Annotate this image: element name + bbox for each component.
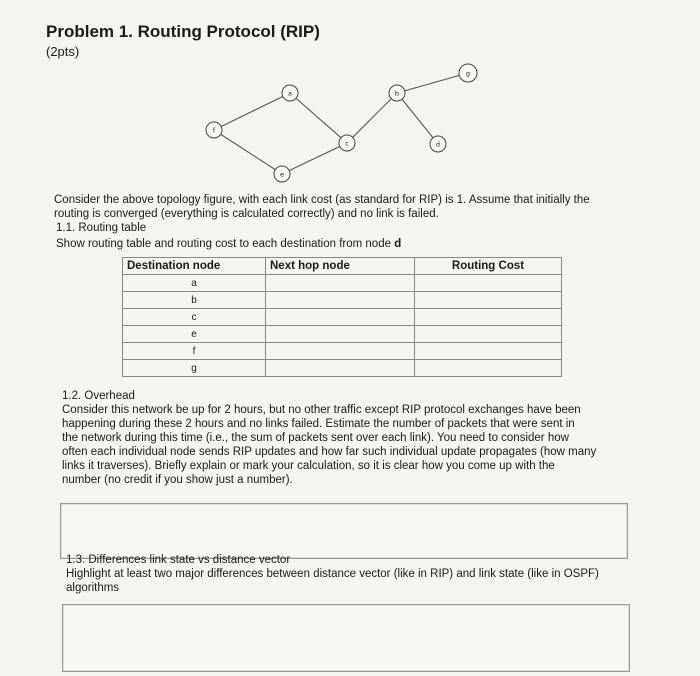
section-2-line: happening during these 2 hours and no links failed. Estimate the number of packets that were sent in	[62, 418, 575, 430]
section-1-prompt-node: d	[394, 238, 402, 250]
node-b-label: b	[394, 89, 400, 98]
section-1-prompt	[56, 238, 401, 250]
destination-cell: e	[123, 326, 266, 343]
destination-cell: g	[123, 360, 266, 377]
node-a	[282, 85, 298, 101]
col-destination-node: Destination node	[123, 258, 266, 275]
next-hop-input[interactable]	[266, 343, 415, 360]
link-b-g	[397, 73, 468, 93]
destination-cell: c	[123, 309, 266, 326]
table-row	[123, 292, 562, 309]
section-3-line: Highlight at least two major differences between distance vector (like in RIP) and link state (like in OSPF)	[66, 568, 599, 580]
table-row	[123, 326, 562, 343]
topology-links	[214, 73, 468, 174]
section-2-line: Consider this network be up for 2 hours, but no other traffic except RIP protocol exchanges have been	[62, 404, 581, 416]
overhead-answer-box[interactable]	[60, 503, 628, 559]
next-hop-input[interactable]	[266, 292, 415, 309]
node-e-label: e	[280, 170, 284, 179]
node-g	[459, 64, 477, 82]
col-next-hop-node: Next hop node	[266, 258, 415, 275]
routing-cost-input[interactable]	[415, 360, 562, 377]
table-row	[123, 309, 562, 326]
routing-table-header	[123, 258, 562, 275]
node-e	[274, 166, 290, 182]
next-hop-input[interactable]	[266, 360, 415, 377]
destination-cell: f	[123, 343, 266, 360]
node-g-label: g	[465, 69, 471, 78]
routing-cost-input[interactable]	[415, 292, 562, 309]
node-a-label: a	[288, 89, 292, 98]
routing-cost-input[interactable]	[415, 343, 562, 360]
intro-line-1: Consider the above topology figure, with each link cost (as standard for RIP) is 1. Assume that initially the	[54, 194, 590, 206]
table-row	[123, 275, 562, 292]
section-2-line: often each individual node sends RIP updates and how far such individual update propagates (how many	[62, 446, 597, 458]
node-f-label: f	[212, 126, 216, 135]
intro-line-2: routing is converged (everything is calculated correctly) and no link is failed.	[54, 208, 439, 220]
section-2-line: number (no credit if you show just a number).	[62, 474, 293, 486]
col-routing-cost: Routing Cost	[415, 258, 562, 275]
table-row	[123, 343, 562, 360]
section-2-heading: 1.2. Overhead	[62, 390, 135, 402]
link-f-a	[214, 93, 290, 130]
section-3-heading: 1.3. Differences link state vs distance vector	[66, 554, 291, 566]
routing-cost-input[interactable]	[415, 326, 562, 343]
table-row	[123, 360, 562, 377]
node-c-label: c	[345, 139, 349, 148]
next-hop-input[interactable]	[266, 309, 415, 326]
node-d	[430, 136, 446, 152]
node-f	[206, 122, 222, 138]
section-1-heading: 1.1. Routing table	[56, 222, 147, 234]
routing-cost-input[interactable]	[415, 309, 562, 326]
link-e-c	[282, 143, 347, 174]
link-c-b	[347, 93, 397, 143]
section-1-prompt-text: Show routing table and routing cost to each destination from node	[56, 238, 395, 250]
section-3-line: algorithms	[66, 582, 120, 594]
link-a-c	[290, 93, 347, 143]
next-hop-input[interactable]	[266, 275, 415, 292]
differences-answer-box[interactable]	[62, 604, 630, 672]
routing-cost-input[interactable]	[415, 275, 562, 292]
section-2-line: links it traverses). Briefly explain or mark your calculation, so it is clear how you come up with the	[62, 460, 555, 472]
node-b	[389, 85, 405, 101]
destination-cell: a	[123, 275, 266, 292]
destination-cell: b	[123, 292, 266, 309]
problem-points: (2pts)	[46, 44, 80, 59]
next-hop-input[interactable]	[266, 326, 415, 343]
section-2-line: the network during this time (i.e., the sum of packets sent over each link). You need to consider how	[62, 432, 569, 444]
link-b-d	[397, 93, 438, 144]
node-c	[339, 135, 355, 151]
routing-table	[122, 257, 562, 377]
problem-title: Problem 1. Routing Protocol (RIP)	[46, 22, 320, 41]
link-f-e	[214, 130, 282, 174]
topology-diagram	[0, 0, 700, 200]
node-d-label: d	[435, 140, 441, 149]
